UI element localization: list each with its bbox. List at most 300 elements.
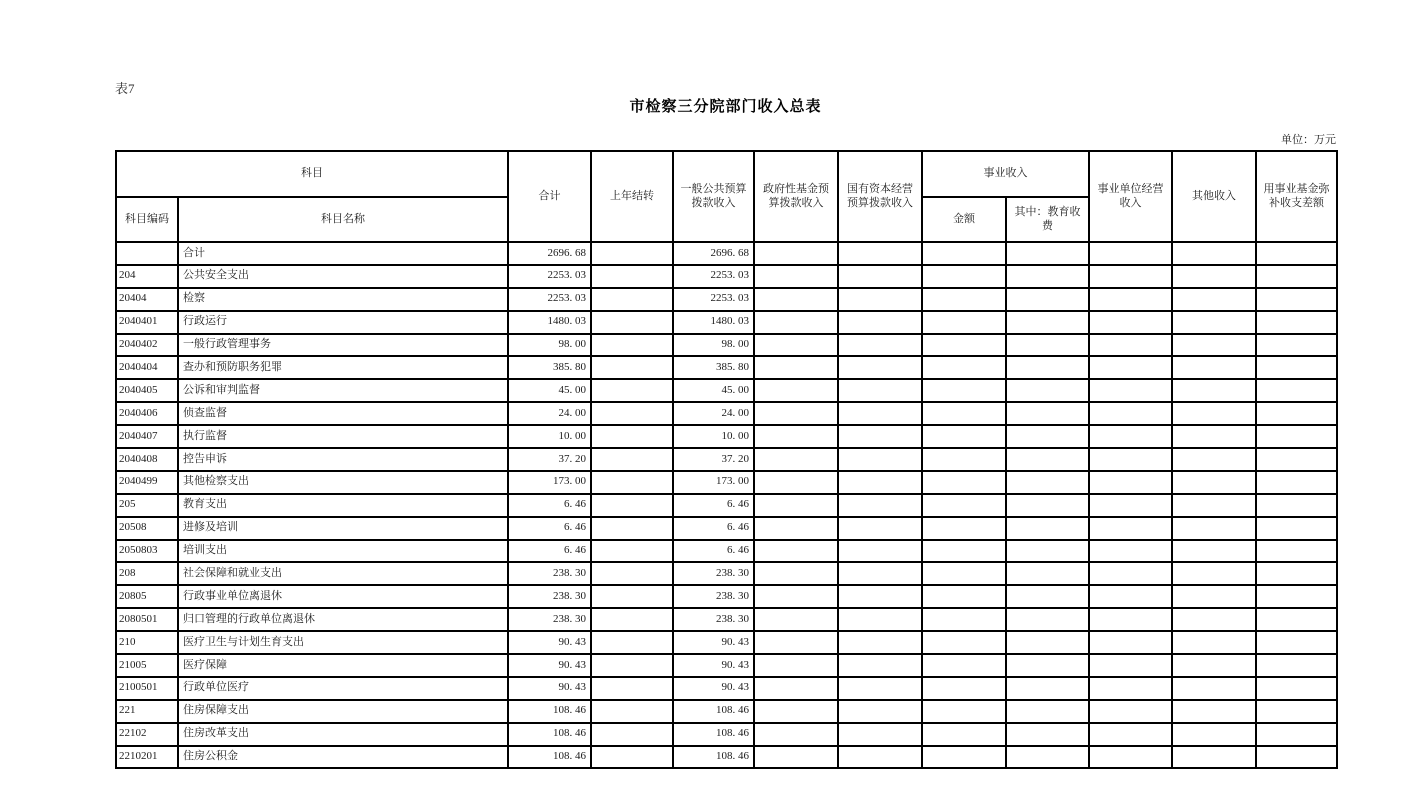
value-cell: 37. 20 xyxy=(673,448,754,471)
value-cell xyxy=(1089,242,1172,265)
value-cell xyxy=(591,448,673,471)
value-cell xyxy=(754,265,838,288)
value-cell xyxy=(922,242,1006,265)
value-cell xyxy=(1256,288,1337,311)
value-cell xyxy=(1256,654,1337,677)
value-cell xyxy=(1006,242,1089,265)
value-cell: 2696. 68 xyxy=(673,242,754,265)
col-header-business-income-amount: 金额 xyxy=(922,197,1006,242)
value-cell: 10. 00 xyxy=(673,425,754,448)
value-cell xyxy=(1089,265,1172,288)
subject-name-cell: 控告申诉 xyxy=(178,448,508,471)
value-cell xyxy=(1172,334,1256,357)
value-cell xyxy=(1256,700,1337,723)
value-cell xyxy=(1256,746,1337,769)
value-cell xyxy=(754,334,838,357)
value-cell: 173. 00 xyxy=(673,471,754,494)
value-cell xyxy=(838,334,922,357)
value-cell xyxy=(1172,540,1256,563)
value-cell xyxy=(1172,471,1256,494)
value-cell: 108. 46 xyxy=(673,700,754,723)
value-cell xyxy=(754,494,838,517)
value-cell xyxy=(838,288,922,311)
value-cell xyxy=(1256,425,1337,448)
value-cell xyxy=(838,677,922,700)
subject-name-cell: 公共安全支出 xyxy=(178,265,508,288)
table-row xyxy=(116,425,1337,448)
table-row xyxy=(116,723,1337,746)
value-cell xyxy=(1172,677,1256,700)
table-row xyxy=(116,746,1337,769)
value-cell: 1480. 03 xyxy=(508,311,591,334)
value-cell xyxy=(754,379,838,402)
value-cell xyxy=(922,356,1006,379)
value-cell xyxy=(1089,517,1172,540)
value-cell xyxy=(591,654,673,677)
value-cell xyxy=(754,585,838,608)
subject-code-cell: 20508 xyxy=(116,517,178,540)
value-cell xyxy=(754,517,838,540)
subject-code-cell: 2040405 xyxy=(116,379,178,402)
value-cell xyxy=(922,585,1006,608)
value-cell xyxy=(1256,677,1337,700)
value-cell xyxy=(1006,288,1089,311)
table-row xyxy=(116,379,1337,402)
value-cell xyxy=(754,562,838,585)
value-cell xyxy=(922,311,1006,334)
value-cell xyxy=(1256,356,1337,379)
value-cell xyxy=(1089,334,1172,357)
value-cell xyxy=(922,517,1006,540)
value-cell xyxy=(1172,746,1256,769)
subject-name-cell: 进修及培训 xyxy=(178,517,508,540)
value-cell xyxy=(754,677,838,700)
value-cell: 2253. 03 xyxy=(508,265,591,288)
value-cell xyxy=(1089,448,1172,471)
value-cell xyxy=(1006,448,1089,471)
value-cell xyxy=(754,746,838,769)
value-cell xyxy=(1006,654,1089,677)
col-header-total: 合计 xyxy=(508,151,591,242)
value-cell xyxy=(838,265,922,288)
value-cell xyxy=(591,700,673,723)
subject-name-cell: 检察 xyxy=(178,288,508,311)
value-cell xyxy=(1172,723,1256,746)
value-cell: 90. 43 xyxy=(673,654,754,677)
value-cell xyxy=(1089,379,1172,402)
table-row xyxy=(116,311,1337,334)
value-cell xyxy=(1089,746,1172,769)
table-row xyxy=(116,494,1337,517)
value-cell xyxy=(591,471,673,494)
value-cell xyxy=(591,334,673,357)
unit-note: 单位：万元 xyxy=(1281,134,1336,146)
value-cell xyxy=(1256,265,1337,288)
subject-name-cell: 医疗卫生与计划生育支出 xyxy=(178,631,508,654)
value-cell xyxy=(754,631,838,654)
subject-code-cell: 2040404 xyxy=(116,356,178,379)
value-cell xyxy=(1089,471,1172,494)
value-cell xyxy=(838,746,922,769)
table-row xyxy=(116,585,1337,608)
subject-name-cell: 行政运行 xyxy=(178,311,508,334)
value-cell xyxy=(1006,356,1089,379)
table-row xyxy=(116,654,1337,677)
subject-code-cell: 21005 xyxy=(116,654,178,677)
value-cell xyxy=(591,311,673,334)
value-cell: 24. 00 xyxy=(673,402,754,425)
col-header-fund-cover-balance: 用事业基金弥补收支差额 xyxy=(1256,151,1337,242)
value-cell xyxy=(591,494,673,517)
subject-name-cell: 住房保障支出 xyxy=(178,700,508,723)
value-cell: 108. 46 xyxy=(508,746,591,769)
table-row xyxy=(116,334,1337,357)
table-row xyxy=(116,517,1337,540)
value-cell xyxy=(1172,517,1256,540)
value-cell xyxy=(838,311,922,334)
value-cell xyxy=(838,562,922,585)
value-cell: 6. 46 xyxy=(673,540,754,563)
subject-name-cell: 教育支出 xyxy=(178,494,508,517)
value-cell xyxy=(922,562,1006,585)
value-cell xyxy=(591,608,673,631)
value-cell: 45. 00 xyxy=(508,379,591,402)
value-cell xyxy=(922,402,1006,425)
value-cell: 238. 30 xyxy=(673,585,754,608)
value-cell xyxy=(922,700,1006,723)
value-cell xyxy=(838,517,922,540)
subject-code-cell: 2100501 xyxy=(116,677,178,700)
value-cell xyxy=(1089,585,1172,608)
value-cell xyxy=(838,402,922,425)
subject-code-cell: 20404 xyxy=(116,288,178,311)
value-cell xyxy=(1256,402,1337,425)
value-cell xyxy=(1172,631,1256,654)
value-cell xyxy=(922,746,1006,769)
subject-name-cell: 归口管理的行政单位离退休 xyxy=(178,608,508,631)
value-cell xyxy=(1006,700,1089,723)
table-row xyxy=(116,265,1337,288)
value-cell xyxy=(838,631,922,654)
value-cell xyxy=(1006,723,1089,746)
value-cell xyxy=(591,425,673,448)
value-cell xyxy=(754,425,838,448)
value-cell xyxy=(1172,265,1256,288)
value-cell xyxy=(1256,608,1337,631)
value-cell xyxy=(922,540,1006,563)
subject-code-cell xyxy=(116,242,178,265)
value-cell xyxy=(1006,425,1089,448)
value-cell xyxy=(1172,494,1256,517)
value-cell xyxy=(838,608,922,631)
value-cell: 108. 46 xyxy=(508,723,591,746)
value-cell: 238. 30 xyxy=(673,562,754,585)
value-cell: 6. 46 xyxy=(508,540,591,563)
col-header-other-income: 其他收入 xyxy=(1172,151,1256,242)
value-cell xyxy=(754,356,838,379)
value-cell: 6. 46 xyxy=(673,494,754,517)
table-row xyxy=(116,242,1337,265)
value-cell xyxy=(1006,402,1089,425)
value-cell xyxy=(1172,425,1256,448)
value-cell xyxy=(922,265,1006,288)
value-cell xyxy=(922,654,1006,677)
value-cell: 108. 46 xyxy=(673,746,754,769)
value-cell xyxy=(1256,723,1337,746)
value-cell xyxy=(1006,494,1089,517)
value-cell: 45. 00 xyxy=(673,379,754,402)
value-cell: 385. 80 xyxy=(508,356,591,379)
subject-code-cell: 20805 xyxy=(116,585,178,608)
value-cell: 6. 46 xyxy=(508,494,591,517)
subject-code-cell: 2210201 xyxy=(116,746,178,769)
value-cell xyxy=(922,471,1006,494)
value-cell xyxy=(838,242,922,265)
value-cell xyxy=(754,288,838,311)
subject-code-cell: 2040408 xyxy=(116,448,178,471)
value-cell xyxy=(838,723,922,746)
value-cell xyxy=(838,654,922,677)
value-cell xyxy=(591,677,673,700)
value-cell: 2696. 68 xyxy=(508,242,591,265)
subject-name-cell: 行政事业单位离退休 xyxy=(178,585,508,608)
value-cell xyxy=(754,608,838,631)
subject-code-cell: 2040401 xyxy=(116,311,178,334)
value-cell xyxy=(1256,311,1337,334)
value-cell xyxy=(591,540,673,563)
value-cell xyxy=(1172,585,1256,608)
value-cell xyxy=(1006,265,1089,288)
table-row xyxy=(116,356,1337,379)
value-cell xyxy=(922,379,1006,402)
value-cell xyxy=(591,631,673,654)
value-cell xyxy=(591,517,673,540)
value-cell xyxy=(922,723,1006,746)
subject-name-cell: 住房公积金 xyxy=(178,746,508,769)
value-cell: 2253. 03 xyxy=(673,265,754,288)
value-cell xyxy=(1172,402,1256,425)
value-cell xyxy=(1256,631,1337,654)
value-cell xyxy=(1256,585,1337,608)
value-cell xyxy=(838,585,922,608)
subject-code-cell: 22102 xyxy=(116,723,178,746)
value-cell xyxy=(922,631,1006,654)
value-cell xyxy=(1172,700,1256,723)
subject-code-cell: 2040402 xyxy=(116,334,178,357)
value-cell xyxy=(838,448,922,471)
col-header-business-operating-income: 事业单位经营收入 xyxy=(1089,151,1172,242)
value-cell xyxy=(922,334,1006,357)
value-cell: 238. 30 xyxy=(673,608,754,631)
table-row xyxy=(116,540,1337,563)
value-cell: 1480. 03 xyxy=(673,311,754,334)
value-cell xyxy=(754,654,838,677)
value-cell: 385. 80 xyxy=(673,356,754,379)
subject-name-cell: 查办和预防职务犯罪 xyxy=(178,356,508,379)
value-cell xyxy=(754,723,838,746)
value-cell: 10. 00 xyxy=(508,425,591,448)
value-cell xyxy=(1089,425,1172,448)
value-cell: 6. 46 xyxy=(508,517,591,540)
value-cell xyxy=(591,242,673,265)
value-cell xyxy=(591,562,673,585)
value-cell xyxy=(1006,585,1089,608)
value-cell xyxy=(838,540,922,563)
value-cell xyxy=(922,608,1006,631)
value-cell xyxy=(1256,517,1337,540)
col-header-subject-name: 科目名称 xyxy=(178,197,508,242)
value-cell: 37. 20 xyxy=(508,448,591,471)
table-row xyxy=(116,608,1337,631)
table-row xyxy=(116,402,1337,425)
value-cell xyxy=(838,700,922,723)
value-cell xyxy=(754,448,838,471)
value-cell xyxy=(1089,402,1172,425)
value-cell xyxy=(1089,700,1172,723)
value-cell xyxy=(1256,540,1337,563)
value-cell xyxy=(1172,608,1256,631)
col-header-carryover: 上年结转 xyxy=(591,151,673,242)
subject-code-cell: 204 xyxy=(116,265,178,288)
col-header-gov-fund-budget: 政府性基金预算拨款收入 xyxy=(754,151,838,242)
value-cell xyxy=(1089,654,1172,677)
value-cell: 238. 30 xyxy=(508,608,591,631)
value-cell xyxy=(1256,242,1337,265)
value-cell xyxy=(1006,311,1089,334)
subject-name-cell: 行政单位医疗 xyxy=(178,677,508,700)
value-cell xyxy=(1172,654,1256,677)
subject-name-cell: 培训支出 xyxy=(178,540,508,563)
value-cell xyxy=(754,471,838,494)
value-cell xyxy=(838,356,922,379)
value-cell xyxy=(1089,631,1172,654)
income-summary-table xyxy=(115,150,1338,769)
table-row xyxy=(116,631,1337,654)
value-cell xyxy=(1172,242,1256,265)
value-cell xyxy=(1172,288,1256,311)
subject-code-cell: 2080501 xyxy=(116,608,178,631)
value-cell: 6. 46 xyxy=(673,517,754,540)
subject-name-cell: 侦查监督 xyxy=(178,402,508,425)
value-cell xyxy=(1006,334,1089,357)
value-cell xyxy=(1006,608,1089,631)
subject-code-cell: 205 xyxy=(116,494,178,517)
value-cell xyxy=(591,265,673,288)
value-cell xyxy=(1089,723,1172,746)
page-title: 市检察三分院部门收入总表 xyxy=(629,98,822,115)
value-cell xyxy=(591,356,673,379)
table-row xyxy=(116,677,1337,700)
value-cell xyxy=(1006,562,1089,585)
subject-name-cell: 社会保障和就业支出 xyxy=(178,562,508,585)
table-row xyxy=(116,700,1337,723)
subject-code-cell: 221 xyxy=(116,700,178,723)
value-cell xyxy=(1256,494,1337,517)
value-cell: 173. 00 xyxy=(508,471,591,494)
value-cell xyxy=(754,540,838,563)
value-cell: 108. 46 xyxy=(508,700,591,723)
value-cell xyxy=(1089,288,1172,311)
value-cell xyxy=(1256,471,1337,494)
value-cell xyxy=(1089,311,1172,334)
value-cell: 108. 46 xyxy=(673,723,754,746)
subject-name-cell: 住房改革支出 xyxy=(178,723,508,746)
value-cell xyxy=(922,425,1006,448)
subject-name-cell: 公诉和审判监督 xyxy=(178,379,508,402)
subject-name-cell: 一般行政管理事务 xyxy=(178,334,508,357)
value-cell xyxy=(1089,356,1172,379)
value-cell xyxy=(1256,562,1337,585)
col-header-general-public-budget: 一般公共预算拨款收入 xyxy=(673,151,754,242)
table-row xyxy=(116,288,1337,311)
value-cell xyxy=(838,471,922,494)
value-cell xyxy=(1006,746,1089,769)
value-cell xyxy=(1006,471,1089,494)
value-cell xyxy=(1172,562,1256,585)
value-cell: 90. 43 xyxy=(673,631,754,654)
value-cell xyxy=(838,494,922,517)
value-cell: 98. 00 xyxy=(673,334,754,357)
value-cell xyxy=(1006,379,1089,402)
value-cell xyxy=(1256,448,1337,471)
value-cell xyxy=(754,311,838,334)
value-cell xyxy=(1089,608,1172,631)
value-cell xyxy=(1172,356,1256,379)
value-cell xyxy=(922,494,1006,517)
value-cell xyxy=(591,288,673,311)
value-cell: 238. 30 xyxy=(508,585,591,608)
table-row xyxy=(116,448,1337,471)
value-cell xyxy=(754,402,838,425)
value-cell: 98. 00 xyxy=(508,334,591,357)
value-cell xyxy=(754,242,838,265)
value-cell xyxy=(1089,494,1172,517)
value-cell: 24. 00 xyxy=(508,402,591,425)
subject-code-cell: 2040499 xyxy=(116,471,178,494)
value-cell xyxy=(1256,334,1337,357)
subject-code-cell: 208 xyxy=(116,562,178,585)
value-cell xyxy=(591,379,673,402)
subject-code-cell: 2040407 xyxy=(116,425,178,448)
value-cell xyxy=(1089,677,1172,700)
subject-code-cell: 210 xyxy=(116,631,178,654)
value-cell xyxy=(1089,540,1172,563)
table-number-label: 表7 xyxy=(115,81,135,96)
subject-code-cell: 2040406 xyxy=(116,402,178,425)
value-cell xyxy=(1006,677,1089,700)
value-cell xyxy=(1256,379,1337,402)
col-header-subject: 科目 xyxy=(116,151,508,197)
value-cell xyxy=(1172,311,1256,334)
subject-name-cell: 其他检察支出 xyxy=(178,471,508,494)
value-cell: 2253. 03 xyxy=(673,288,754,311)
value-cell xyxy=(1006,631,1089,654)
value-cell xyxy=(1089,562,1172,585)
subject-code-cell: 2050803 xyxy=(116,540,178,563)
value-cell xyxy=(591,746,673,769)
value-cell xyxy=(838,425,922,448)
table-body xyxy=(116,242,1337,768)
value-cell: 238. 30 xyxy=(508,562,591,585)
value-cell xyxy=(922,448,1006,471)
value-cell: 90. 43 xyxy=(673,677,754,700)
value-cell xyxy=(1006,540,1089,563)
value-cell: 90. 43 xyxy=(508,631,591,654)
value-cell xyxy=(1172,448,1256,471)
col-header-education-fee: 其中：教育收费 xyxy=(1006,197,1089,242)
col-header-business-income-group: 事业收入 xyxy=(922,151,1089,197)
col-header-subject-code: 科目编码 xyxy=(116,197,178,242)
